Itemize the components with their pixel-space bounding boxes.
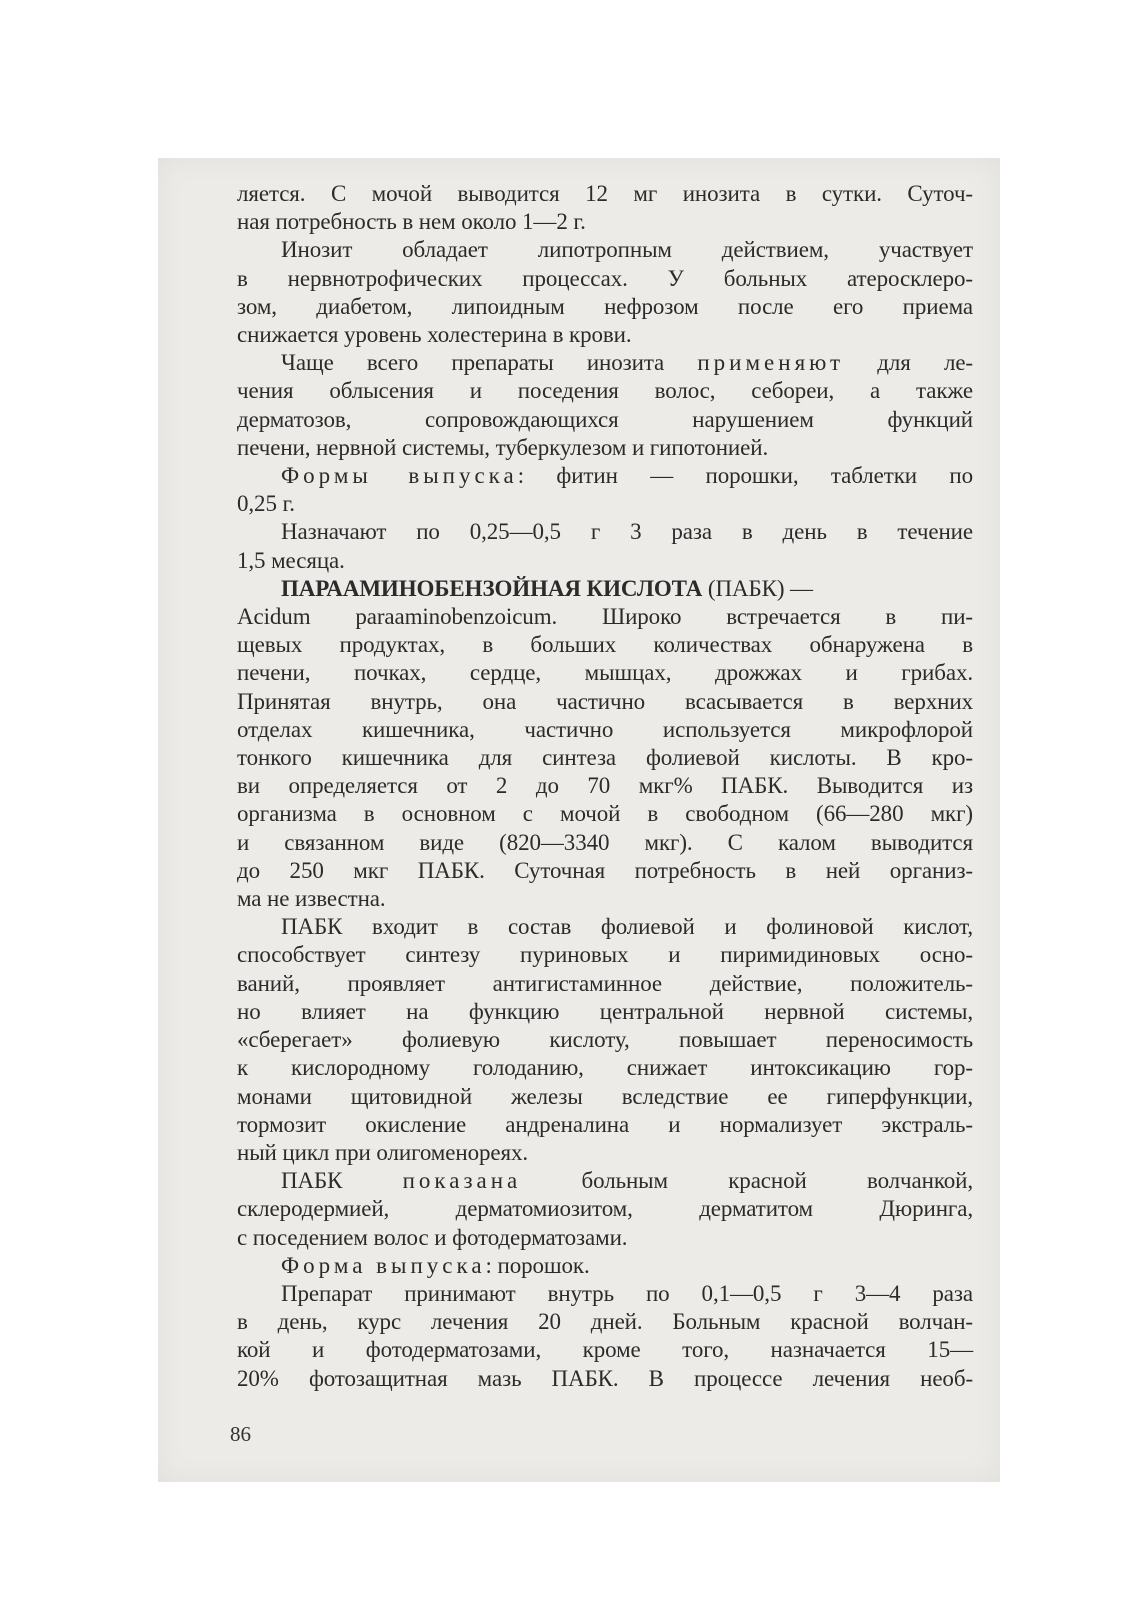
text-line: снижается уровень холестерина в крови. — [237, 322, 632, 348]
text-line: Назначают по 0,25—0,5 г 3 раза в день в течение — [281, 519, 973, 545]
section-heading-line — [237, 575, 973, 603]
text-line: тормозит окисление андреналина и нормализует экстраль- — [237, 1111, 973, 1137]
text-line: 20% фотозащитная мазь ПАБК. В процессе лечения необ- — [237, 1365, 973, 1391]
text-line — [237, 1252, 973, 1280]
text-line: Препарат принимают внутрь по 0,1—0,5 г 3—4 раза — [281, 1280, 973, 1306]
emphasis-word: показана — [402, 1168, 522, 1194]
text-line: к кислородному голоданию, снижает интоксикацию гор- — [237, 1055, 973, 1081]
text-line — [237, 1167, 973, 1195]
text-line: ма не известна. — [237, 886, 386, 912]
text-line: ляется. С мочой выводится 12 мг инозита в сутки. Суточ- — [237, 181, 973, 206]
text-line: в нервнотрофических процессах. У больных атеросклеро- — [237, 265, 973, 291]
emphasis-word: применяют — [697, 350, 845, 376]
section-heading: ПАРААМИНОБЕНЗОЙНАЯ КИСЛОТА — [281, 575, 703, 601]
text-line: до 250 мкг ПАБК. Суточная потребность в ней организ- — [237, 857, 973, 883]
text-line: но влияет на функцию центральной нервной системы, — [237, 998, 973, 1024]
emphasis-word: Форма выпуска — [281, 1252, 486, 1278]
text-line: организма в основном с мочой в свободном (66—280 мкг) — [237, 801, 973, 827]
text-line: отделах кишечника, частично используется микрофлорой — [237, 716, 973, 742]
text-line: Принятая внутрь, она частично всасывается в верхних — [237, 688, 973, 714]
text-fragment: для ле- — [844, 350, 973, 376]
text-line: ПАБК входит в состав фолиевой и фолиновой кислот, — [281, 914, 973, 940]
text-line: зом, диабетом, липоидным нефрозом после его приема — [237, 293, 973, 319]
text-line: печени, нервной системы, туберкулезом и гипотонией. — [237, 434, 769, 460]
text-fragment: (ПАБК) — — [702, 575, 813, 601]
text-line — [237, 462, 973, 490]
text-fragment: больным красной волчанкой, — [521, 1168, 973, 1194]
text-line: «сберегает» фолиевую кислоту, повышает переносимость — [237, 1027, 973, 1053]
text-fragment: Чаще всего препараты инозита — [281, 350, 698, 376]
page-text — [237, 180, 973, 1393]
text-line: склеродермией, дерматомиозитом, дерматитом Дюринга, — [237, 1196, 973, 1222]
text-line: 1,5 месяца. — [237, 547, 345, 573]
text-line: ная потребность в нем около 1—2 г. — [237, 209, 586, 235]
text-fragment: : фитин — порошки, таблетки по — [517, 463, 973, 489]
text-line: Инозит обладает липотропным действием, участвует — [281, 237, 973, 263]
emphasis-word: Формы выпуска — [281, 463, 518, 489]
text-line: дерматозов, сопровождающихся нарушением функций — [237, 406, 973, 432]
page-number: 86 — [230, 1422, 251, 1446]
text-line: ный цикл при олигоменореях. — [237, 1139, 529, 1165]
text-line: способствует синтезу пуриновых и пиримидиновых осно- — [237, 942, 973, 968]
text-line — [237, 349, 973, 377]
text-line: тонкого кишечника для синтеза фолиевой кислоты. В кро- — [237, 745, 973, 771]
text-fragment: : порошок. — [485, 1252, 590, 1278]
text-line: печени, почках, сердце, мышцах, дрожжах и грибах. — [237, 660, 973, 686]
text-line: щевых продуктах, в больших количествах обнаружена в — [237, 632, 973, 658]
text-line: в день, курс лечения 20 дней. Больным красной волчан- — [237, 1309, 973, 1335]
text-line: Acidum paraaminobenzoicum. Широко встречается в пи- — [237, 604, 973, 630]
text-line: чения облысения и поседения волос, себореи, а также — [237, 378, 973, 404]
text-line: монами щитовидной железы вследствие ее гиперфункции, — [237, 1083, 973, 1109]
text-line: и связанном виде (820—3340 мкг). С калом выводится — [237, 829, 973, 855]
text-line: ваний, проявляет антигистаминное действие, положитель- — [237, 970, 973, 996]
text-fragment: ПАБК — [281, 1168, 403, 1194]
text-line: ви определяется от 2 до 70 мкг% ПАБК. Выводится из — [237, 773, 973, 799]
text-line: кой и фотодерматозами, кроме того, назначается 15— — [237, 1337, 973, 1363]
text-line: с поседением волос и фотодерматозами. — [237, 1224, 628, 1250]
text-line: 0,25 г. — [237, 491, 295, 517]
